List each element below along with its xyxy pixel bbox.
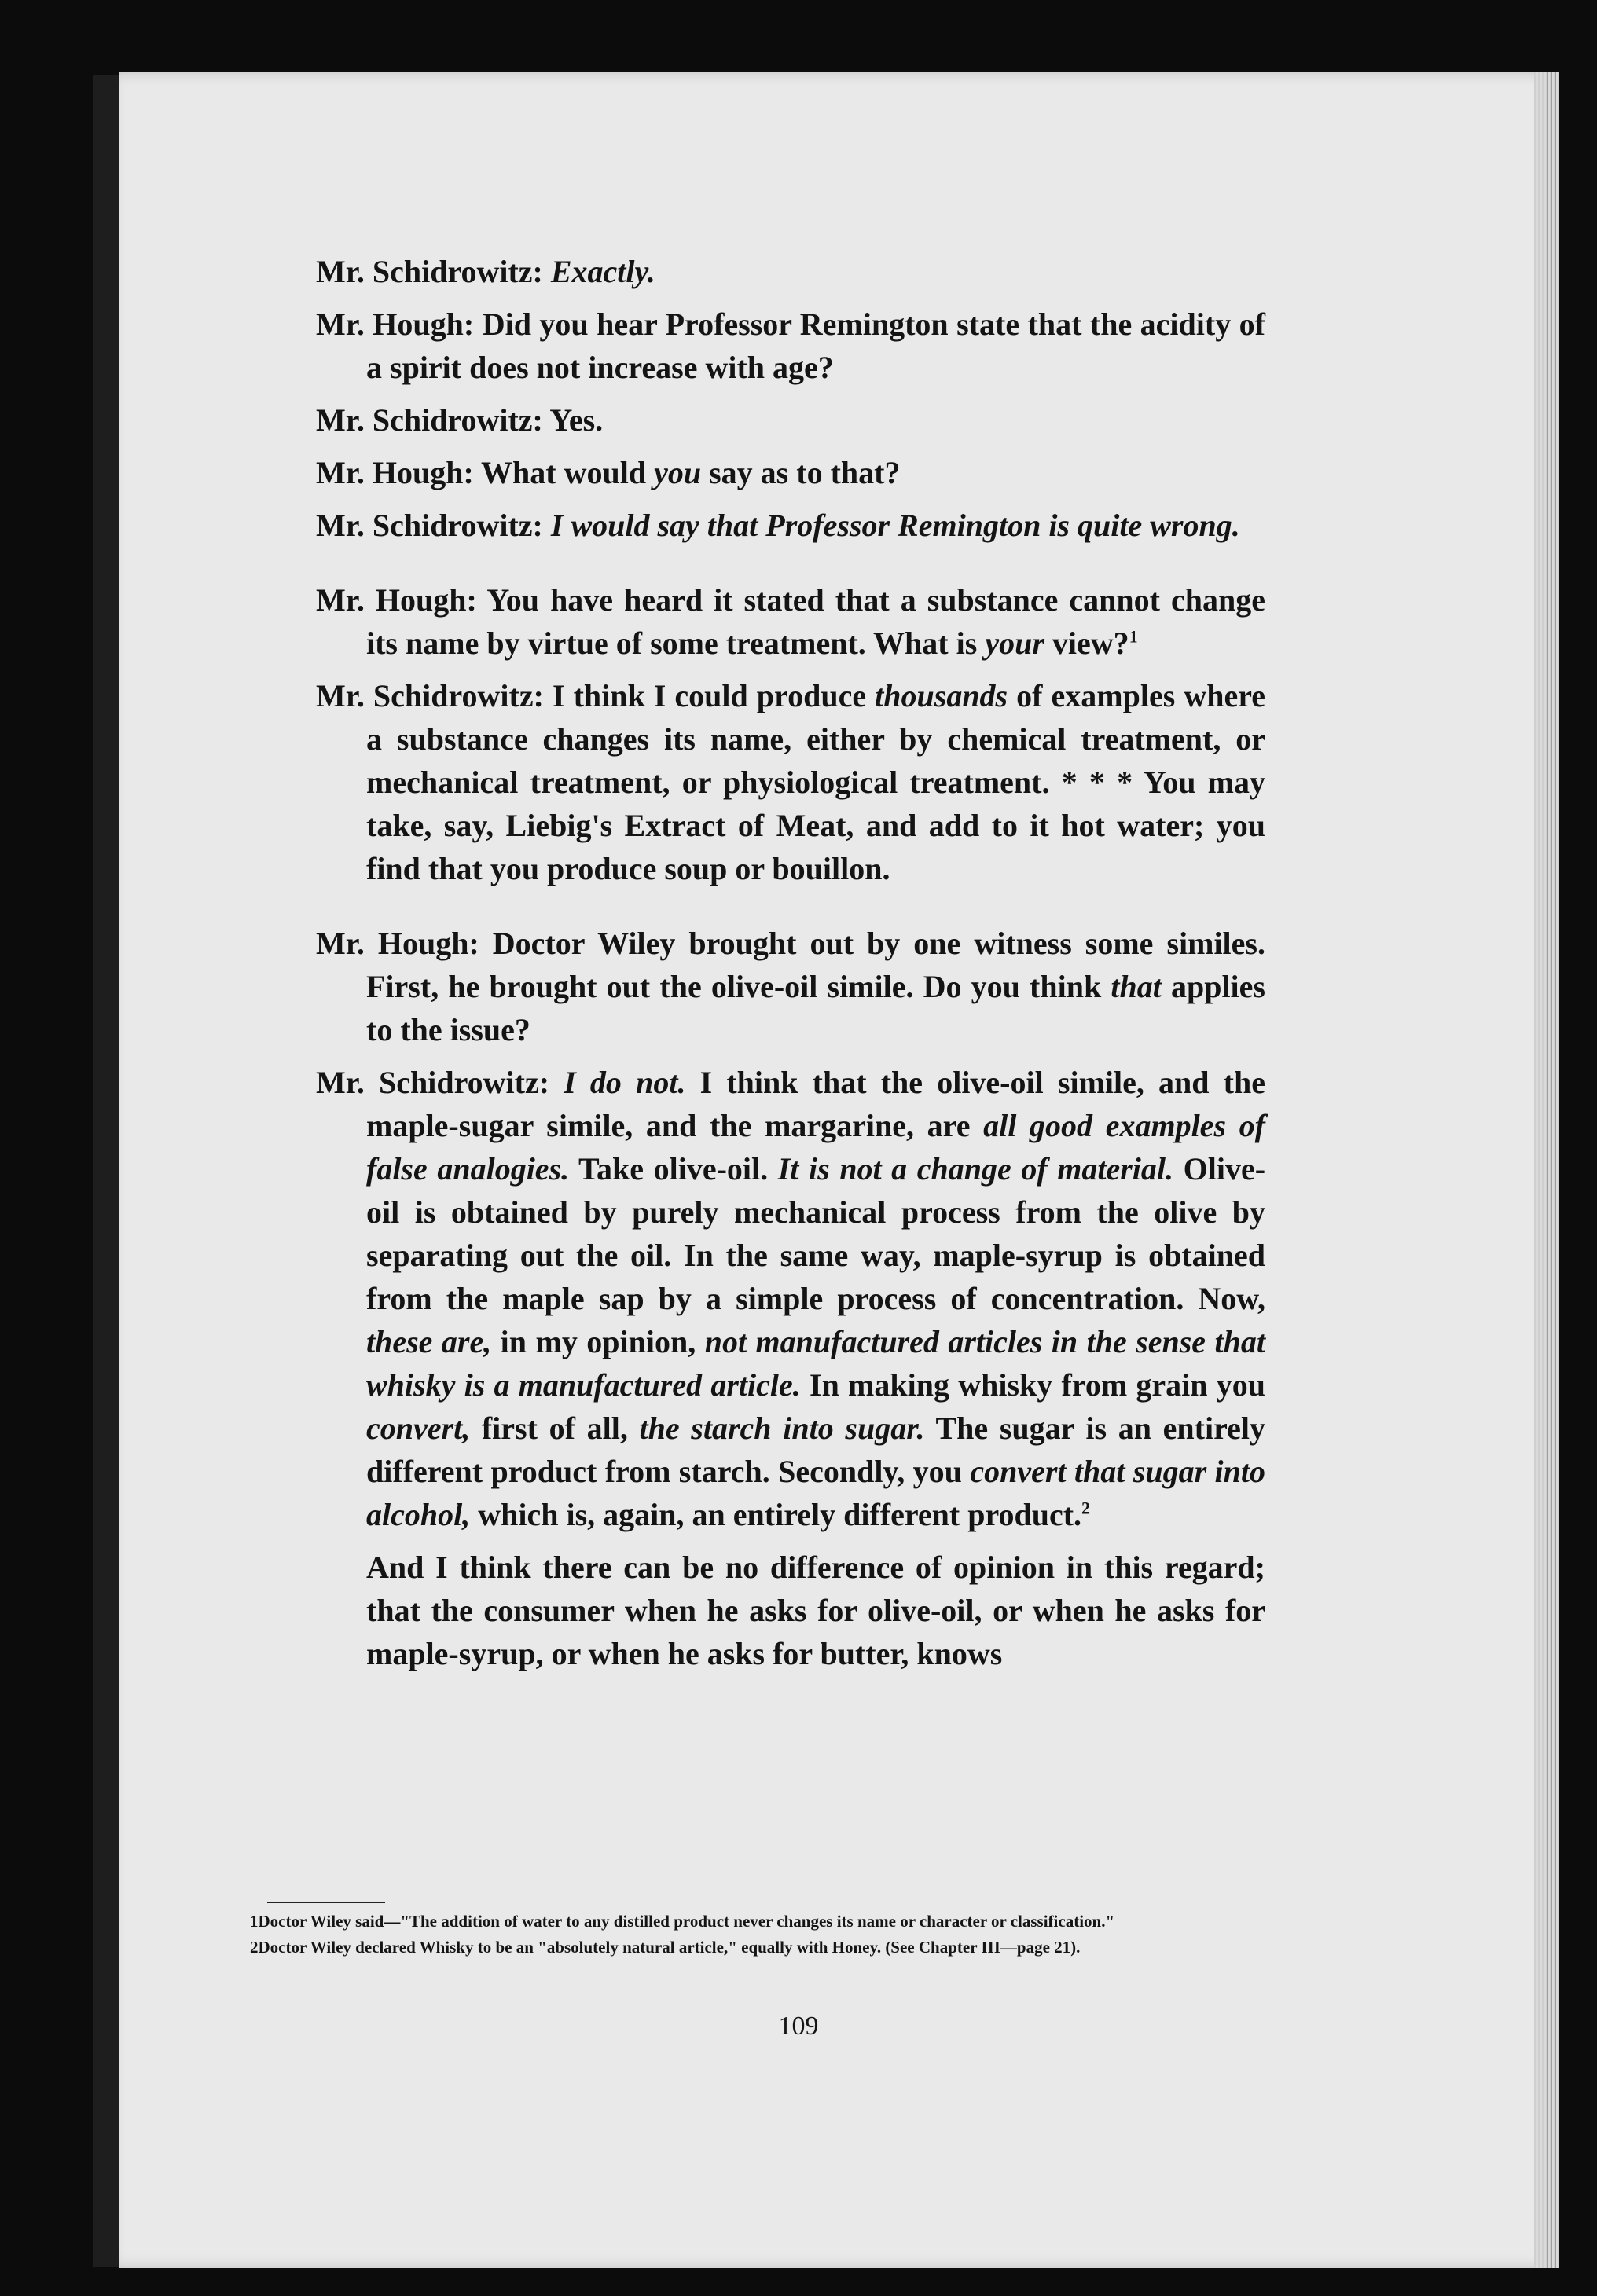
speaker-name: Mr. Hough: [316, 582, 477, 618]
speech-text: Yes. [549, 402, 604, 438]
speech-text: The sugar is an entirely different product from starch. Secondly, you [366, 1410, 1265, 1489]
speech-text: You have heard it stated that a substance cannot change its name by virtue of some treatment. What is [366, 582, 1266, 661]
dialogue-entry [316, 578, 1265, 665]
speech-text: What would [481, 455, 655, 490]
speaker-name: Mr. Schidrowitz: [316, 678, 544, 713]
dialogue-entry [316, 451, 1265, 494]
emphasis-text: I would say that Professor Remington is quite wrong. [550, 508, 1240, 543]
transcript-text [316, 250, 1265, 1675]
speech-text: first of all, [470, 1410, 640, 1446]
speech-text: which is, again, an entirely different product. [470, 1497, 1082, 1532]
speech-text: Olive-oil is obtained by purely mechanical process from the olive by separating out the oil. In the same way, maple-syrup is obtained from the maple sap by a simple process of concentration. Now, [366, 1151, 1266, 1316]
emphasis-text: you [654, 455, 702, 490]
speech-text: In making whisky from grain you [800, 1367, 1266, 1403]
dialogue-entry [316, 504, 1265, 547]
emphasis-text: I do not. [564, 1065, 686, 1100]
speaker-name: Mr. Schidrowitz: [316, 254, 543, 289]
footnote-marker: 2 [1081, 1498, 1091, 1518]
page-edge [1534, 72, 1559, 2268]
speaker-name: Mr. Schidrowitz: [316, 1065, 550, 1100]
footnote-marker: 1 [1129, 626, 1138, 647]
speech-text: applies to the issue? [366, 969, 1265, 1047]
dialogue-entry [316, 922, 1265, 1051]
speech-text: I think that the olive-oil simile, and the maple-sugar simile, and the margarine, are [366, 1065, 1265, 1143]
dialogue-entry [316, 398, 1265, 442]
footnote: 1Doctor Wiley said—"The addition of water to any distilled product never changes its name or character or classification." [250, 1912, 1115, 1931]
speaker-name: Mr. Schidrowitz: [316, 508, 543, 543]
speech-text: Doctor Wiley brought out by one witness some similes. First, he brought out the olive-oil simile. Do you think [366, 926, 1265, 1004]
emphasis-text: your [985, 625, 1044, 661]
dialogue-entry [316, 250, 1265, 293]
emphasis-text: these are, [366, 1324, 492, 1359]
speaker-name: Mr. Schidrowitz: [316, 402, 543, 438]
speech-text: view? [1044, 625, 1129, 661]
dialogue-entry [316, 1061, 1265, 1536]
speech-text: say as to that? [701, 455, 901, 490]
speaker-name: Mr. Hough: [316, 926, 479, 961]
emphasis-text: Exactly. [550, 254, 655, 289]
footnotes [250, 1911, 1265, 1963]
footnote: 2Doctor Wiley declared Whisky to be an "absolutely natural article," equally with Honey. (See Chapter III—page 21). [250, 1938, 1081, 1957]
emphasis-text: all good examples of false analogies. [366, 1108, 1265, 1187]
emphasis-text: thousands [875, 678, 1008, 713]
speech-text: Take olive-oil. [569, 1151, 778, 1187]
emphasis-text: not manufactured articles in the sense that whisky is a manufactured article. [366, 1324, 1265, 1403]
speech-text: of examples where a substance changes its name, either by chemical treatment, or mechanical treatment, or physiological treatment. * * * You may take, say, Liebig's Extract of Meat, and add to it hot water; you find that you produce soup or bouillon. [366, 678, 1266, 886]
speaker-name: Mr. Hough: [316, 455, 474, 490]
speech-text: I think I could produce [552, 678, 876, 713]
dialogue-entry [316, 303, 1265, 389]
speech-text: Did you hear Professor Remington state that the acidity of a spirit does not increase with age? [366, 306, 1266, 385]
emphasis-text: convert, [366, 1410, 471, 1446]
emphasis-text: that [1111, 969, 1162, 1004]
dialogue-entry [316, 674, 1265, 890]
emphasis-text: convert that sugar into alcohol, [366, 1454, 1266, 1532]
emphasis-text: the starch into sugar. [639, 1410, 925, 1446]
continuation-paragraph: And I think there can be no difference of opinion in this regard; that the consumer when he asks for olive-oil, or when he asks for maple-syrup, or when he asks for butter, knows [366, 1550, 1265, 1671]
speaker-name: Mr. Hough: [316, 306, 475, 342]
speech-text: in my opinion, [491, 1324, 705, 1359]
book-spine [93, 75, 121, 2267]
emphasis-text: It is not a change of material. [777, 1151, 1174, 1187]
page-number: 109 [778, 2012, 819, 2041]
footnote-rule [267, 1902, 385, 1903]
